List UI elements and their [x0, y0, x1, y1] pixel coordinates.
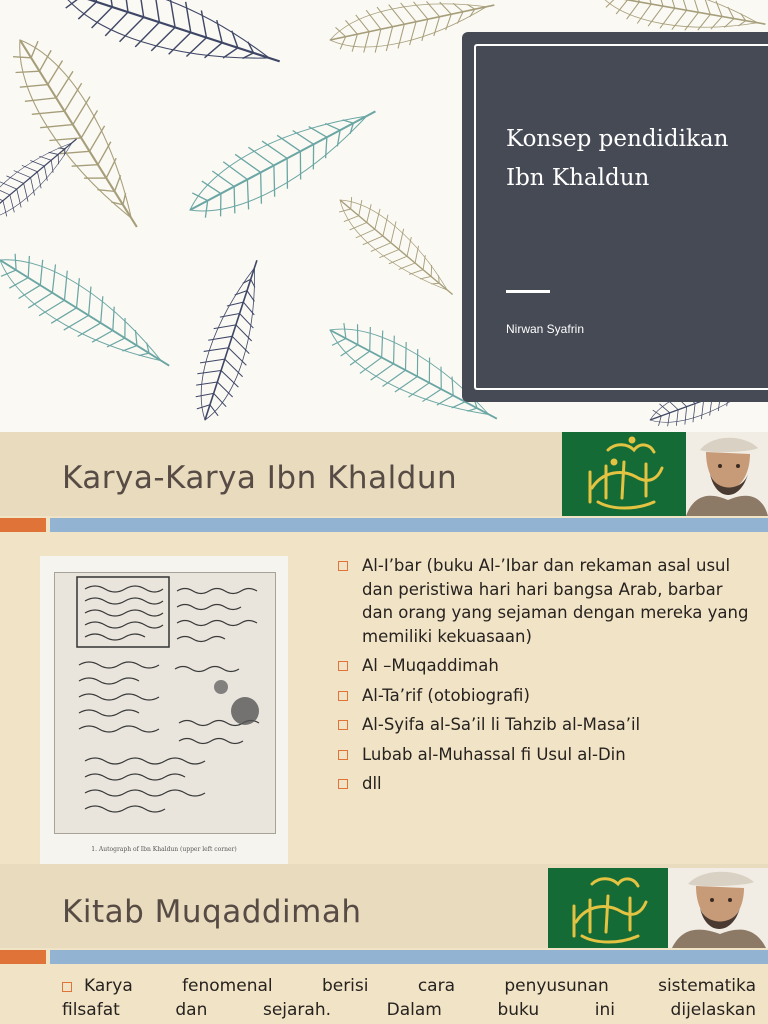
bullet-square-icon: [338, 720, 348, 730]
slide-title: Karya-Karya Ibn Khaldun: [62, 460, 458, 496]
slide-title: Kitab Muqaddimah: [62, 894, 362, 930]
muqaddimah-slide: [0, 864, 768, 1024]
list-item: Lubab al-Muhassal fi Usul al-Din: [338, 743, 758, 767]
works-slide: [0, 432, 768, 864]
manuscript-page: [54, 572, 276, 834]
works-list: [338, 554, 758, 802]
bullet-square-icon: [338, 691, 348, 701]
title-slide: [0, 0, 768, 432]
bullet-square-icon: [338, 661, 348, 671]
list-item: dll: [338, 772, 758, 796]
ibn-khaldun-portrait: [686, 432, 768, 516]
presentation-title: Konsep pendidikan Ibn Khaldun: [506, 126, 729, 191]
arabic-calligraphy-image: [562, 432, 686, 516]
accent-bar-blue: [50, 518, 768, 532]
list-item: Al –Muqaddimah: [338, 654, 758, 678]
list-item: Al-I’bar (buku Al-’Ibar dan rekaman asal usul dan peristiwa hari hari bangsa Arab, barbar dan orang yang sejaman dengan mereka yang memiliki kekuasaan): [338, 554, 758, 648]
title-card: [462, 32, 768, 402]
ibn-khaldun-portrait: [668, 868, 768, 948]
bullet-square-icon: [338, 561, 348, 571]
accent-bar-orange: [0, 518, 46, 532]
title-card-border: [474, 44, 768, 390]
list-item: Al-Ta’rif (otobiografi): [338, 684, 758, 708]
manuscript-caption: 1. Autograph of Ibn Khaldun (upper left corner): [91, 846, 237, 853]
title-divider: [506, 290, 550, 293]
manuscript-image: [40, 556, 288, 864]
bullet-square-icon: [338, 750, 348, 760]
accent-bar-orange: [0, 950, 46, 964]
bullet-square-icon: [338, 779, 348, 789]
text-line: Karya fenomenal berisi cara penyusunan sistematika: [84, 976, 756, 996]
author-name: Nirwan Syafrin: [506, 322, 585, 336]
list-item: Al-Syifa al-Sa’il li Tahzib al-Masa’il: [338, 713, 758, 737]
accent-bar-blue: [50, 950, 768, 964]
arabic-calligraphy-image: [548, 868, 668, 948]
muqaddimah-description: [62, 974, 756, 1022]
text-line: filsafat dan sejarah. Dalam buku ini dijelaskan: [62, 1000, 756, 1020]
